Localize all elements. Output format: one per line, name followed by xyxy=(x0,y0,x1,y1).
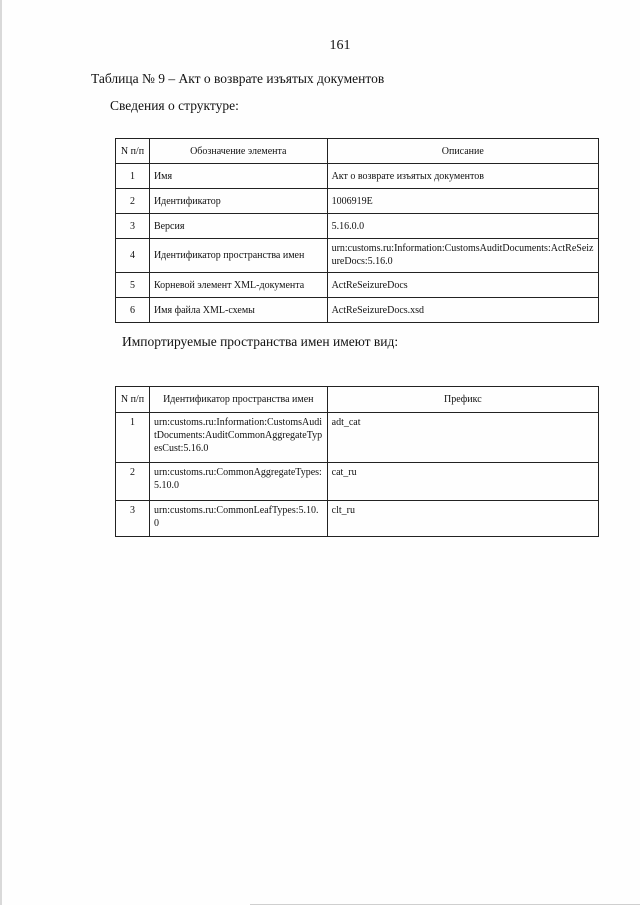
row-number: 3 xyxy=(116,214,150,239)
table-row xyxy=(116,214,599,239)
table-row xyxy=(116,463,599,501)
column-header: N п/п xyxy=(116,139,150,164)
table-row xyxy=(116,164,599,189)
element-name: Имя xyxy=(149,164,327,189)
structure-heading: Сведения о структуре: xyxy=(110,98,239,113)
namespaces-heading: Импортируемые пространства имен имеют вид: xyxy=(122,334,399,349)
row-number: 1 xyxy=(116,413,150,463)
namespace-identifier: urn:customs.ru:CommonLeafTypes:5.10.0 xyxy=(149,501,327,537)
table-row xyxy=(116,413,599,463)
table-row xyxy=(116,298,599,323)
row-number: 3 xyxy=(116,501,150,537)
table-row xyxy=(116,273,599,298)
table-row xyxy=(116,501,599,537)
table-row xyxy=(116,189,599,214)
table-title: Таблица № 9 – Акт о возврате изъятых документов xyxy=(91,71,385,86)
namespace-prefix: cat_ru xyxy=(327,463,598,501)
namespace-identifier: urn:customs.ru:Information:CustomsAuditDocuments:AuditCommonAggregateTypesCust:5.16.0 xyxy=(149,413,327,463)
element-name: Идентификатор xyxy=(149,189,327,214)
element-name: Корневой элемент XML-документа xyxy=(149,273,327,298)
element-description: ActReSeizureDocs.xsd xyxy=(327,298,598,323)
row-number: 2 xyxy=(116,463,150,501)
row-number: 6 xyxy=(116,298,150,323)
row-number: 2 xyxy=(116,189,150,214)
column-header: Обозначение элемента xyxy=(149,139,327,164)
element-description: ActReSeizureDocs xyxy=(327,273,598,298)
namespaces-table xyxy=(115,386,599,537)
namespace-prefix: adt_cat xyxy=(327,413,598,463)
row-number: 5 xyxy=(116,273,150,298)
structure-table xyxy=(115,138,599,323)
column-header: Описание xyxy=(327,139,598,164)
row-number: 1 xyxy=(116,164,150,189)
element-name: Имя файла XML-схемы xyxy=(149,298,327,323)
table-row xyxy=(116,239,599,273)
element-description: 5.16.0.0 xyxy=(327,214,598,239)
table-header-row xyxy=(116,387,599,413)
namespace-identifier: urn:customs.ru:CommonAggregateTypes:5.10.0 xyxy=(149,463,327,501)
column-header: N п/п xyxy=(116,387,150,413)
page-number: 161 xyxy=(329,38,351,53)
column-header: Идентификатор пространства имен xyxy=(149,387,327,413)
element-description: urn:customs.ru:Information:CustomsAuditDocuments:ActReSeizureDocs:5.16.0 xyxy=(327,239,598,273)
table-header-row xyxy=(116,139,599,164)
page-edge xyxy=(0,0,2,905)
namespace-prefix: clt_ru xyxy=(327,501,598,537)
element-description: Акт о возврате изъятых документов xyxy=(327,164,598,189)
column-header: Префикс xyxy=(327,387,598,413)
element-name: Идентификатор пространства имен xyxy=(149,239,327,273)
row-number: 4 xyxy=(116,239,150,273)
element-name: Версия xyxy=(149,214,327,239)
element-description: 1006919E xyxy=(327,189,598,214)
